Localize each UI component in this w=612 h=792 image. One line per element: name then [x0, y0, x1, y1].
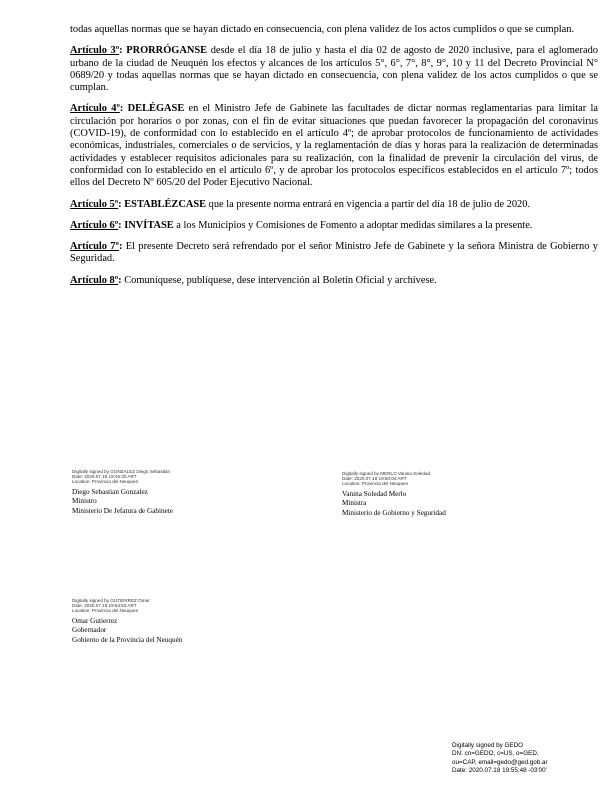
digital-signature-location: Location: Provincia del Neuquen [72, 608, 139, 614]
article-5-verb: ESTABLÉZCASE [124, 198, 207, 210]
article-8: Artículo 8º: Comuníquese, publíquese, dese intervención al Boletín Oficial y archívese. [70, 274, 437, 286]
digital-signature-date: Date: 2020.07.18 19:46:30 ART [72, 474, 137, 480]
article-8-text: Comuníquese, publíquese, dese intervención al Boletín Oficial y archívese. [121, 274, 437, 286]
article-7-text: El presente Decreto será refrendado por el señor Ministro Jefe de Gabinete y la señora Ministra de Gobierno y Seguridad. [70, 241, 598, 265]
signatory-details [72, 488, 173, 517]
article-6-label: Artículo 6º [70, 219, 119, 231]
signatory-role: Ministra [342, 499, 367, 508]
article-3-label: Artículo 3º [70, 45, 120, 57]
article-5: Artículo 5º: ESTABLÉZCASE que la presente norma entrará en vigencia a partir del día 18 de julio de 2020. [70, 198, 531, 210]
digital-signature-date: Date: 2020.07.18 19:50:04 ART [342, 476, 407, 482]
article-7-label: Artículo 7º [70, 241, 119, 253]
article-3-text: desde el día 18 de julio y hasta el día 02 de agosto de 2020 inclusive, para el aglomerado urbano de la ciudad de Neuquén los efectos y alcances de los artículos 5°, 6°, 7°, 8°, 9°, 10 y 11 del Decreto Provincial N° 0689/20 y todas aquellas normas que se hayan dictado en consecuencia, con plena validez de los actos cumplidos o que se cumplan. [70, 45, 598, 94]
signature-block-merlo [342, 471, 446, 518]
signatory-role: Gobernador [72, 626, 107, 635]
signature-block-gutierrez [72, 598, 182, 645]
article-4-verb: DELÉGASE [127, 103, 185, 115]
digital-signature-date: Date: 2020.07.18 19:54:53 ART [72, 603, 137, 609]
article-8-label: Artículo 8º [70, 274, 119, 286]
article-4: Artículo 4º: DELÉGASE en el Ministro Jefe de Gabinete las facultades de dictar normas reglamentarias para limitar la circulación por horarios o por zonas, con el fin de evitar situaciones que puedan favorecer la propagación del coronavirus (COVID-19), de conformidad con lo establecido en el artículo 4º; de aprobar protocolos de funcionamiento de actividades económicas, industriales, comerciales o de servicios, y la reglamentación de días y horas para la realización de determinadas actividades y establecer requisitos adicionales para su realización, con la finalidad de prevenir la circulación del virus, de conformidad con lo establecido en el artículo 6º, y de aprobar los protocolos específicos establecidos en el artículo 7º; todos ellos del Decreto Nº 605/20 del Poder Ejecutivo Nacional. [70, 103, 598, 189]
article-6: Artículo 6º: INVÍTASE a los Municipios y Comisiones de Fomento a adoptar medidas similares a la presente. [70, 219, 533, 231]
article-4-label: Artículo 4º [70, 103, 120, 115]
digital-signature-location: Location: Provincia del Neuquen [342, 481, 409, 487]
signatory-org: Gobierno de la Provincia del Neuquén [72, 635, 183, 644]
digital-signature-line: Digitally signed by GUTIERREZ Omar [72, 598, 150, 603]
article-4-text: en el Ministro Jefe de Gabinete las facultades de dictar normas reglamentarias para limitar la circulación por horarios o por zonas, con el fin de evitar situaciones que puedan favorecer la propagación del coronavirus (COVID-19), de conformidad con lo establecido en el artículo 4º; de aprobar protocolos de funcionamiento de actividades económicas, industriales, comerciales o de servicios, y la reglamentación de días y horas para la realización de determinadas actividades y establecer requisitos adicionales para su realización, con la finalidad de prevenir la circulación del virus, de conformidad con lo establecido en el artículo 6º, y de aprobar los protocolos específicos establecidos en el artículo 7º; todos ellos del Decreto Nº 605/20 del Poder Ejecutivo Nacional. [70, 103, 598, 189]
signatory-name: Omar Gutierrez [72, 616, 118, 625]
signature-block-gonzalez [72, 469, 173, 516]
document-body [70, 24, 598, 296]
digital-signature-line: Digitally signed by GONZALEZ Diego Sebastián [72, 469, 171, 474]
article-5-label: Artículo 5º [70, 198, 119, 210]
article-3-verb: PRORRÓGANSE [126, 45, 208, 57]
article-5-text: que la presente norma entrará en vigencia a partir del día 18 de julio de 2020. [206, 198, 531, 210]
article-7: Artículo 7º: El presente Decreto será refrendado por el señor Ministro Jefe de Gabinete y la señora Ministra de Gobierno y Seguridad. [70, 241, 598, 265]
gedo-digital-signature [452, 742, 548, 775]
article-3: Artículo 3º: PRORRÓGANSE desde el día 18 de julio y hasta el día 02 de agosto de 2020 inclusive, para el aglomerado urbano de la ciudad de Neuquén los efectos y alcances de los artículos 5°, 6°, 7°, 8°, 9°, 10 y 11 del Decreto Provincial N° 0689/20 y todas aquellas normas que se hayan dictado en consecuencia, con plena validez de los actos cumplidos o que se cumplan. [70, 45, 598, 94]
signatory-role: Ministro [72, 497, 97, 506]
signatory-details [72, 617, 182, 646]
gedo-line-3: ou=CAP, email=gedo@ged.gob.ar [452, 758, 548, 766]
signatory-org: Ministerio de Gobierno y Seguridad [342, 508, 446, 517]
intro-paragraph: todas aquellas normas que se hayan dictado en consecuencia, con plena validez de los actos cumplidos o que se cumplan. [70, 24, 575, 35]
gedo-line-1: Digitally signed by GEDO [452, 742, 524, 749]
signatory-org: Ministerio De Jefatura de Gabinete [72, 506, 173, 515]
article-6-text: a los Municipios y Comisiones de Fomento a adoptar medidas similares a la presente. [173, 219, 533, 231]
signatory-details [342, 490, 446, 519]
signatory-name: Diego Sebastian Gonzalez [72, 487, 148, 496]
gedo-line-2: DN: cn=GEDO, c=US, o=GED, [452, 750, 539, 758]
article-6-verb: INVÍTASE [124, 219, 174, 231]
digital-signature-line: Digitally signed by MERLO Vanina Soledad [342, 471, 431, 476]
digital-signature-location: Location: Provincia del Neuquen [72, 479, 139, 485]
gedo-line-4: Date: 2020.07.18 19:55:48 -03'00' [452, 766, 547, 774]
signatory-name: Vanina Soledad Merlo [342, 489, 407, 498]
